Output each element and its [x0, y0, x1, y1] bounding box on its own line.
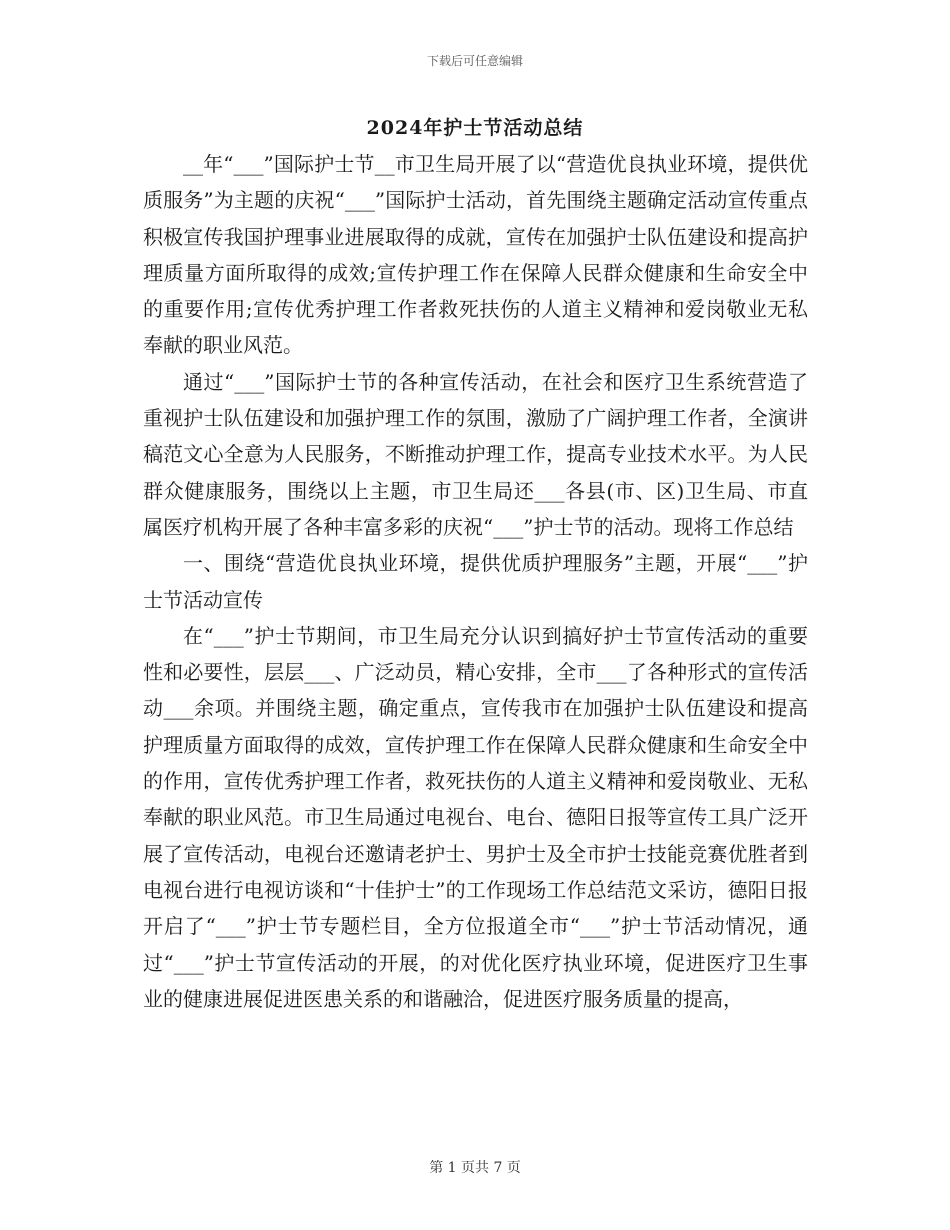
document-body — [143, 146, 808, 1017]
paragraph-publicity: 在“___”护士节期间，市卫生局充分认识到搞好护士节宣传活动的重要性和必要性，层层___、广泛动员，精心安排，全市___了各种形式的宣传活动___余项。并围绕主题，确定重点，宣传我市在加强护士队伍建设和提高护理质量方面取得的成效，宣传护理工作在保障人民群众健康和生命安全中的作用，宣传优秀护理工作者，救死扶伤的人道主义精神和爱岗敬业、无私奉献的职业风范。市卫生局通过电视台、电台、德阳日报等宣传工具广泛开展了宣传活动，电视台还邀请老护士、男护士及全市护士技能竞赛优胜者到电视台进行电视访谈和“十佳护士”的工作现场工作总结范文采访，德阳日报开启了“___”护士节专题栏目，全方位报道全市“___”护士节活动情况，通过“___”护士节宣传活动的开展，的对优化医疗执业环境，促进医疗卫生事业的健康进展促进医患关系的和谐融洽，促进医疗服务质量的提高， — [143, 623, 808, 1011]
document-title: 2024年护士节活动总结 — [366, 117, 584, 139]
header-note: 下载后可任意编辑 — [426, 54, 523, 68]
paragraph-activities: 通过“___”国际护士节的各种宣传活动，在社会和医疗卫生系统营造了重视护士队伍建设和加强护理工作的氛围，激励了广阔护理工作者，全演讲稿范文心全意为人民服务，不断推动护理工作，提高专业技术水平。为人民群众健康服务，围绕以上主题，市卫生局还___各县(市、区)卫生局、市直属医疗机构开展了各种丰富多彩的庆祝“___”护士节的活动。现将工作总结 — [143, 369, 808, 539]
section-heading-one: 一、围绕“营造优良执业环境，提供优质护理服务”主题，开展“___”护士节活动宣传 — [143, 551, 808, 612]
paragraph-intro: __年“___”国际护士节__市卫生局开展了以“营造优良执业环境，提供优质服务”为主题的庆祝“___”国际护士活动，首先围绕主题确定活动宣传重点积极宣传我国护理事业进展取得的成就，宣传在加强护士队伍建设和提高护理质量方面所取得的成效;宣传护理工作在保障人民群众健康和生命安全中的重要作用;宣传优秀护理工作者救死扶伤的人道主义精神和爱岗敬业无私奉献的职业风范。 — [143, 152, 808, 358]
page-footer: 第 1 页共 7 页 — [429, 1160, 521, 1176]
